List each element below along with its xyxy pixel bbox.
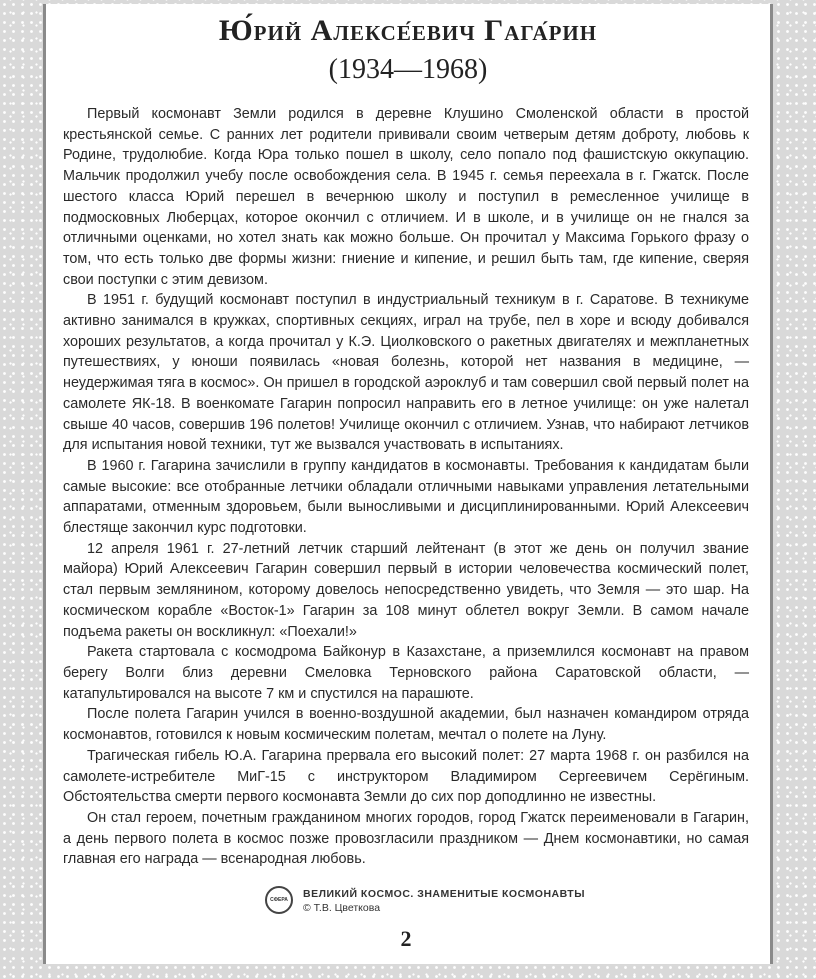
article-body: [63, 104, 749, 870]
page-number-box: [382, 926, 430, 956]
panel-left-edge: [43, 4, 46, 964]
publisher-logo-text: СФЕРА: [270, 897, 288, 903]
paragraph: Трагическая гибель Ю.А. Гагарина прервала его высокий полет: 27 марта 1968 г. он разбился на самолете-истребителе МиГ-15 с инструктором Владимиром Сергеевичем Серёгиным. Обстоятельства смерти первого космонавта Земли до сих пор доподлинно не известны.: [63, 747, 749, 806]
series-title: ВЕЛИКИЙ КОСМОС. ЗНАМЕНИТЫЕ КОСМОНАВТЫ: [303, 888, 585, 900]
paragraph: Он стал героем, почетным гражданином многих городов, город Гжатск переименовали в Гагарин, а день первого полета в космос позже провозгласили праздником — Днем космонавтики, но самая главная его награда — всенародная любовь.: [63, 809, 749, 868]
paragraph: После полета Гагарин учился в военно-воздушной академии, был назначен командиром отряда космонавтов, готовился к новым космическим полетам, мечтал о полете на Луну.: [63, 706, 749, 744]
page-panel: [43, 4, 773, 964]
publisher-logo: [265, 886, 293, 914]
footer: [265, 884, 645, 928]
paragraph: В 1960 г. Гагарина зачислили в группу кандидатов в космонавты. Требования к кандидатам были самые высокие: все отобранные летчики обладали отличными навыками управления летательными аппаратами, отменным здоровьем, были выносливыми и дисциплинированными. Юрий Алексеевич блестяще закончил курс подготовки.: [63, 457, 749, 537]
paragraph: В 1951 г. будущий космонавт поступил в индустриальный техникум в г. Саратове. В техникуме активно занимался в кружках, спортивных секциях, играл на трубе, пел в хоре и всюду добивался хороших результатов, а когда прочитал у К.Э. Циолковского о ракетных двигателях и межпланетных путешествиях, у юноши появилась «новая болезнь, которой нет названия в медицине, — неудержимая тяга в космос». Он пришел в городской аэроклуб и там совершил свой первый полет на самолете ЯК-18. В военкомате Гагарин попросил направить его в летное училище: он уже налетал свыше 40 часов, совершив 196 полетов! Училище окончил с отличием. Узнав, что набирают летчиков для испытания новой техники, тут же вызвался участвовать в испытаниях.: [63, 292, 749, 454]
panel-right-edge: [770, 4, 773, 964]
life-years: (1934—1968): [328, 54, 488, 85]
page-number: 2: [400, 926, 412, 951]
author-credit: © Т.В. Цветкова: [303, 902, 381, 914]
paragraph: Первый космонавт Земли родился в деревне Клушино Смоленской области в простой крестьянской семье. С ранних лет родители прививали своим четверым детям доброту, любовь к Родине, трудолюбие. Когда Юра только пошел в школу, село попало под фашистскую оккупацию. Мальчик продолжил учебу после освобождения села. В 1945 г. семья переехала в г. Гжатск. После шестого класса Юрий перешел в вечернюю школу и поступил в ремесленное училище в подмосковных Люберцах, которое окончил с отличием. И в школе, и в училище он не гнался за отличными оценками, но хотел знать как можно больше. Он прочитал у Максима Горького фразу о том, что есть только две формы жизни: гниение и кипение, и решил быть там, где кипение, сверяя свои поступки с этим девизом.: [63, 106, 749, 288]
page-title: Ю́рий Алексе́евич Гага́рин: [218, 14, 598, 47]
paragraph: 12 апреля 1961 г. 27-летний летчик старший лейтенант (в этот же день он получил звание майора) Юрий Алексеевич Гагарин совершил первый в истории человечества космический полет, стал первым землянином, которому довелось непосредственно увидеть, что Земля — это шар. На космическом корабле «Восток-1» Гагарин за 108 минут облетел вокруг Земли. В самом начале подъема ракеты он воскликнул: «Поехали!»: [63, 540, 749, 640]
paragraph: Ракета стартовала с космодрома Байконур в Казахстане, а приземлился космонавт на правом берегу Волги близ деревни Смеловка Терновского района Саратовской области, — катапультировался на высоте 7 км и спустился на парашюте.: [63, 644, 749, 702]
